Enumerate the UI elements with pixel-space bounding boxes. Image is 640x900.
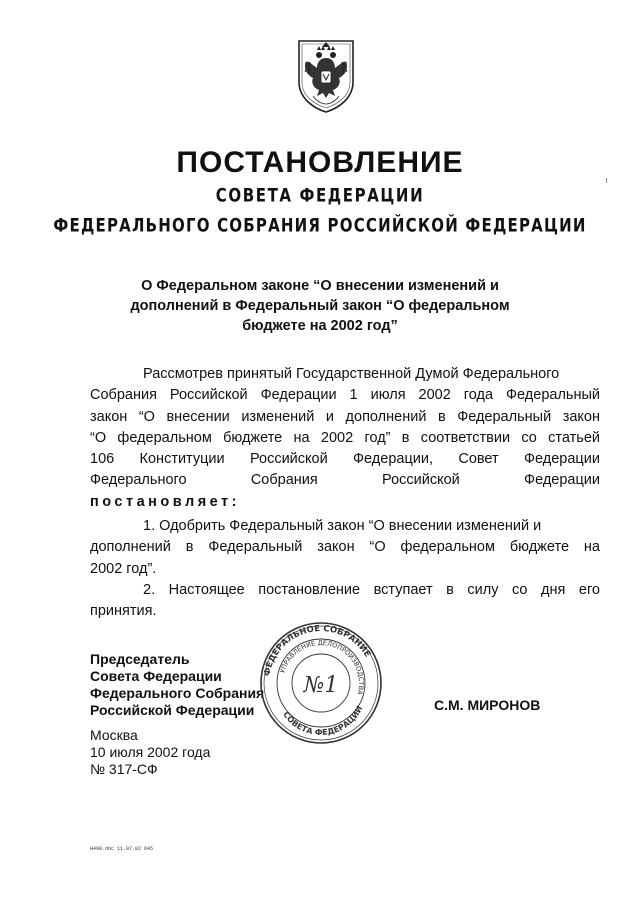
place-date-number [90,727,210,778]
preamble-word: 106 [90,451,115,468]
document-title: ПОСТАНОВЛЕНИЕ [176,146,464,179]
decree-number: № 317-СФ [90,761,158,777]
item-1-line: 1. Одобрить Федеральный закон “О внесении изменений и [143,518,542,534]
preamble-line [90,449,600,470]
official-seal-stamp [258,620,384,746]
document-subtitle-assembly: ФЕДЕРАЛЬНОГО СОБРАНИЯ РОССИЙСКОЙ ФЕДЕРАЦИИ [53,213,587,237]
signatory-name: С.М. МИРОНОВ [434,697,541,713]
item-2-line: принятия. [90,603,157,620]
document-subtitle-council: СОВЕТА ФЕДЕРАЦИИ [215,183,425,207]
subject-line: дополнений в Федеральный закон “О федеральном [130,298,510,314]
preamble-word: Совет [458,451,499,468]
preamble-line: “О федеральном бюджете на 2002 год” в соответствии со статьей [90,429,600,446]
preamble-word: Российской [382,472,460,489]
edge-mark [606,178,607,183]
subject-line: О Федеральном законе “О внесении изменений и [141,278,499,294]
preamble-paragraph [90,364,600,513]
preamble-word: Российской [249,451,328,468]
footer-file-code: H498.doc 11.07.02 645 [90,846,154,852]
preamble-word: Собрания [250,472,318,489]
decree-items [90,516,600,622]
document-subject [110,276,530,336]
signatory-position [90,651,264,719]
preamble-word: Федерации [524,472,600,489]
stamp-inner-text: УПРАВЛЕНИЕ ДЕЛОПРОИЗВОДСТВА [278,638,366,696]
item-1-line: дополнений в Федеральный закон “О федеральном бюджете на [90,539,600,556]
svg-text:СОВЕТА ФЕДЕРАЦИИ [281,704,364,737]
position-line: Совета Федерации [90,668,222,684]
preamble-line: Собрания Российской Федерации 1 июля 2002 года Федеральный [90,387,600,404]
preamble-line: закон “О внесении изменений и дополнений в Федеральный закон [90,408,600,425]
position-line: Председатель [90,651,190,667]
preamble-line: Рассмотрев принятый Государственной Думой Федерального [143,366,560,382]
preamble-word: Федерального [90,472,187,489]
position-line: Федерального Собрания [90,685,265,701]
item-2-line: 2. Настоящее постановление вступает в силу со дня его [143,581,600,598]
russian-coat-of-arms-icon [295,38,357,114]
preamble-word: Федерации, [353,451,433,468]
preamble-word: Конституции [139,451,225,468]
decree-word: постановляет: [90,493,240,510]
subject-line: бюджете на 2002 год” [242,318,398,334]
city: Москва [90,727,138,743]
preamble-line [90,470,600,491]
stamp-number: №1 [303,673,339,698]
item-1-line: 2002 год”. [90,560,157,577]
stamp-outer-text: ФЕДЕРАЛЬНОЕ СОБРАНИЕ [262,623,373,678]
date: 10 июля 2002 года [90,744,211,760]
stamp-bottom-text: СОВЕТА ФЕДЕРАЦИИ [281,704,365,738]
position-line: Российской Федерации [90,702,255,718]
preamble-word: Федерации [524,451,600,468]
